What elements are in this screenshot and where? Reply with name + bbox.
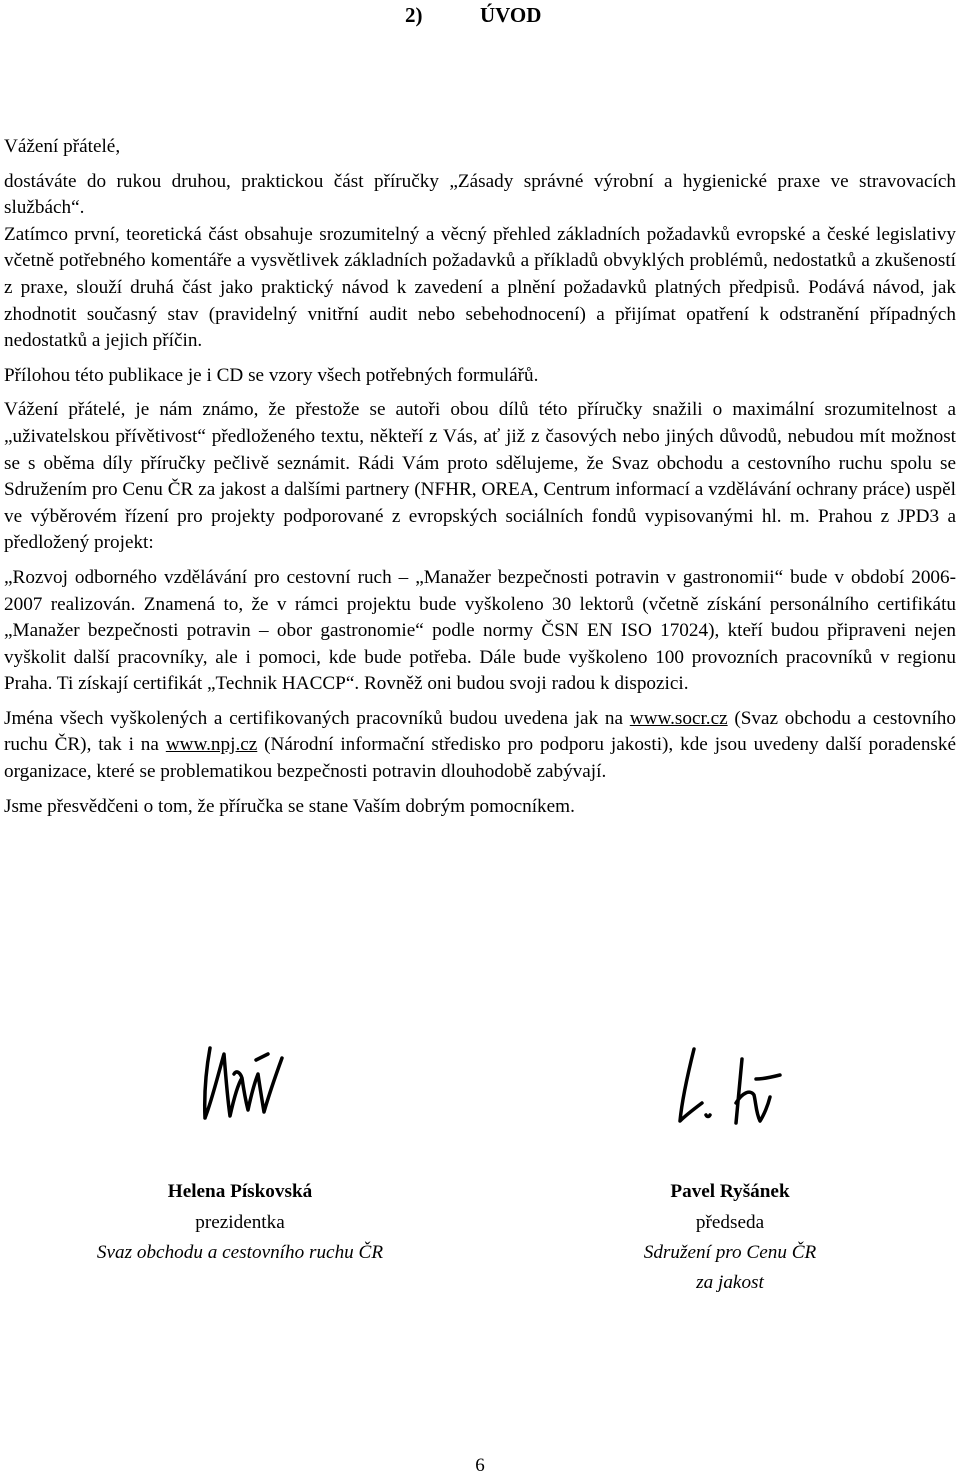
signatory-role: předseda — [695, 1212, 765, 1233]
section-number: 2) — [405, 3, 423, 27]
signature-right — [672, 1045, 792, 1130]
socr-link[interactable]: www.socr.cz — [629, 707, 728, 729]
paragraph-cd: Přílohou této publikace je i CD se vzory všech potřebných formulářů. — [4, 364, 539, 386]
salutation: Vážení přátelé, — [4, 136, 121, 157]
section-heading — [405, 0, 541, 30]
page-number: 6 — [475, 1455, 485, 1476]
section-title: ÚVOD — [480, 3, 542, 27]
paragraph-project: Vážení přátelé, je nám známo, že přestože se autoři obou dílů této příručky snažili o maximální srozumitelnost a „uživatelskou přívětivost“ předloženého textu, někteří z Vás, ať již z časových nebo jiných důvodů, nebudou mít možnost se s oběma díly příručky pečlivě seznámit. Rádi Vám proto sdělujeme, že Svaz obchodu a cestovního ruchu spolu se Sdružením pro Cenu ČR za jakost a dalšími partnery (NFHR, OREA, Centrum informací a vzdělávání ochrany práce) uspěl ve výběrovém řízení pro projekty podporované z evropských sociálních fondů vypisovanými hl. m. Prahou z JPD3 a předložený projekt: — [4, 399, 956, 554]
letter-body — [4, 134, 956, 820]
paragraph-closing: Jsme přesvědčeni o tom, že příručka se stane Vaším dobrým pomocníkem. — [4, 795, 575, 817]
paragraph-websites: Jména všech vyškolených a certifikovaných pracovníků budou uvedena jak na www.socr.cz (Svaz obchodu a cestovního ruchu ČR), tak i na www.npj.cz (Národní informační středisko pro podporu jakosti), kde jsou uvedeny další poradenské organizace, které se problematikou bezpečnosti potravin dlouhodobě zabývají. — [4, 707, 956, 783]
signatory-organization-line2: za jakost — [696, 1272, 764, 1293]
signatory-role: prezidentka — [195, 1212, 285, 1233]
signatory-name: Pavel Ryšánek — [670, 1181, 790, 1202]
signatory-name: Helena Pískovská — [167, 1181, 313, 1202]
signatory-organization: Svaz obchodu a cestovního ruchu ČR — [96, 1242, 384, 1263]
paragraph-overview: Zatímco první, teoretická část obsahuje srozumitelný a věcný přehled základních požadavků evropské a české legislativy včetně potřebného komentáře a vysvětlivek základních požadavků a příkladů obvyklých problémů, nedostatků a zkušeností z praxe, slouží druhá část jako praktický návod k zavedení a plnění požadavků platných předpisů. Podává návod, jak zhodnotit současný stav (pravidelný vnitřní audit nebo sebehodnocení) a přijímat opatření k odstranění případných nedostatků a jejich příčin. — [4, 223, 956, 352]
npj-link[interactable]: www.npj.cz — [165, 734, 258, 756]
signature-left — [196, 1040, 296, 1128]
signatory-organization: Sdružení pro Cenu ČR — [643, 1242, 817, 1263]
signatory-left — [40, 1176, 440, 1268]
paragraph-training: „Rozvoj odborného vzdělávání pro cestovní ruch – „Manažer bezpečnosti potravin v gastronomii“ bude v období 2006-2007 realizován. Znamená to, že v rámci projektu bude vyškoleno 30 lektorů (včetně získání personálního certifikátu „Manažer bezpečnosti potravin – obor gastronomie“ podle normy ČSN EN ISO 17024), kteří budou připraveni nejen vyškolit další pracovníky, ale i pomoci, kde bude potřeba. Dále bude vyškoleno 100 provozních pracovníků v regionu Praha. Ti získají certifikát „Technik HACCP“. Rovněž oni budou svoji radou k dispozici. — [4, 566, 956, 695]
paragraph-intro: dostáváte do rukou druhou, praktickou část příručky „Zásady správné výrobní a hygienické praxe ve stravovacích službách“. — [4, 170, 956, 219]
signatory-right — [580, 1176, 880, 1298]
